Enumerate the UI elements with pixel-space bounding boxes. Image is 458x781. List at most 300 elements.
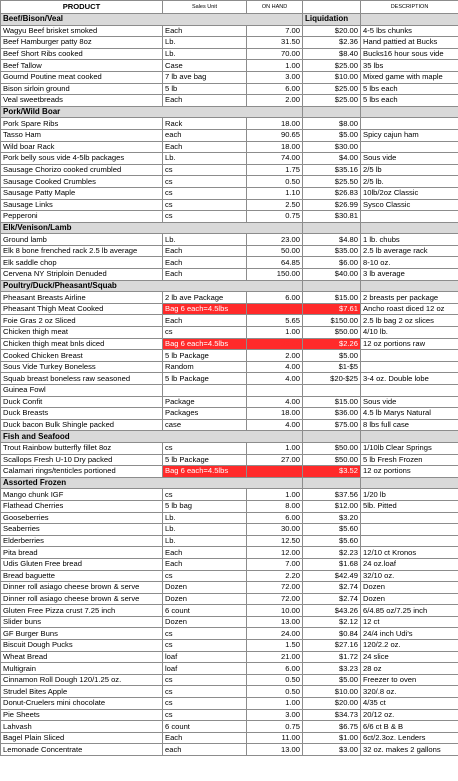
- sales-unit-cell: 5 lb Package: [163, 373, 247, 385]
- section-header-row: [1, 222, 458, 234]
- liquidation-price-cell: $3.23: [303, 663, 361, 675]
- liquidation-price-cell: $5.60: [303, 535, 361, 547]
- table-row: [1, 547, 458, 559]
- product-cell: Mango chunk IGF: [1, 489, 163, 501]
- on-hand-cell: 24.00: [247, 628, 303, 640]
- description-cell: 2.5 lb average rack: [361, 245, 458, 257]
- sales-unit-cell: cs: [163, 442, 247, 454]
- liquidation-price-cell: $5.00: [303, 674, 361, 686]
- on-hand-cell: 10.00: [247, 605, 303, 617]
- liquidation-price-cell: $1.00: [303, 732, 361, 744]
- table-row: [1, 605, 458, 617]
- product-cell: Elk 8 bone frenched rack 2.5 lb average: [1, 245, 163, 257]
- sales-unit-cell: Random: [163, 361, 247, 373]
- on-hand-cell: 2.20: [247, 570, 303, 582]
- sales-unit-cell: cs: [163, 640, 247, 652]
- on-hand-cell: 1.10: [247, 187, 303, 199]
- product-cell: Cervena NY Striploin Denuded: [1, 269, 163, 281]
- on-hand-cell: 30.00: [247, 524, 303, 536]
- table-row: [1, 37, 458, 49]
- on-hand-cell: 1.00: [247, 698, 303, 710]
- on-hand-cell: 4.00: [247, 373, 303, 385]
- description-cell: [361, 385, 458, 397]
- on-hand-cell: 5.65: [247, 315, 303, 327]
- liquidation-price-cell: $8.40: [303, 48, 361, 60]
- table-row: [1, 500, 458, 512]
- section-blank-cell: [361, 431, 458, 443]
- on-hand-cell: 1.00: [247, 442, 303, 454]
- table-row: [1, 651, 458, 663]
- on-hand-cell: 12.00: [247, 547, 303, 559]
- liquidation-price-cell: $5.00: [303, 129, 361, 141]
- sales-unit-cell: 6 count: [163, 605, 247, 617]
- description-cell: Hand pattied at Bucks: [361, 37, 458, 49]
- on-hand-cell: 101.00: [247, 466, 303, 478]
- product-cell: Cooked Chicken Breast: [1, 350, 163, 362]
- table-row: [1, 721, 458, 733]
- description-cell: Mixed game with maple: [361, 71, 458, 83]
- liquidation-price-cell: $34.73: [303, 709, 361, 721]
- section-title: Beef/Bison/Veal: [1, 14, 303, 26]
- description-cell: Sysco Classic: [361, 199, 458, 211]
- table-row: [1, 60, 458, 72]
- description-cell: 3 lb average: [361, 269, 458, 281]
- liquidation-price-cell: $12.00: [303, 500, 361, 512]
- on-hand-cell: 7.00: [247, 25, 303, 37]
- sales-unit-cell: Rack: [163, 118, 247, 130]
- description-cell: Sous vide: [361, 396, 458, 408]
- sales-unit-cell: cs: [163, 176, 247, 188]
- on-hand-cell: [247, 385, 303, 397]
- section-title: Pork/Wild Boar: [1, 106, 303, 118]
- liquidation-price-cell: $30.00: [303, 141, 361, 153]
- product-cell: Donut-Cruelers mini chocolate: [1, 698, 163, 710]
- on-hand-cell: 0.50: [247, 176, 303, 188]
- product-cell: Beef Hamburger patty 8oz: [1, 37, 163, 49]
- on-hand-cell: 0.75: [247, 721, 303, 733]
- table-row: [1, 118, 458, 130]
- sales-unit-cell: Lb.: [163, 512, 247, 524]
- liquidation-price-cell: $3.52: [303, 466, 361, 478]
- sales-unit-cell: Case: [163, 60, 247, 72]
- liquidation-price-cell: $150.00: [303, 315, 361, 327]
- header-liquidation: [303, 1, 361, 14]
- on-hand-cell: 27.00: [247, 454, 303, 466]
- sales-unit-cell: cs: [163, 709, 247, 721]
- table-row: [1, 141, 458, 153]
- liquidation-price-cell: $8.00: [303, 118, 361, 130]
- sales-unit-cell: loaf: [163, 663, 247, 675]
- sales-unit-cell: 5 lb Package: [163, 454, 247, 466]
- table-row: [1, 327, 458, 339]
- description-cell: 3-4 oz. Double lobe: [361, 373, 458, 385]
- product-cell: Elderberries: [1, 535, 163, 547]
- liquidation-price-cell: $35.16: [303, 164, 361, 176]
- sales-unit-cell: Package: [163, 396, 247, 408]
- on-hand-cell: 23.00: [247, 234, 303, 246]
- description-cell: 10lb/2oz Classic: [361, 187, 458, 199]
- on-hand-cell: 6.00: [247, 83, 303, 95]
- sales-unit-cell: 2 lb ave Package: [163, 292, 247, 304]
- description-cell: 320/.8 oz.: [361, 686, 458, 698]
- sales-unit-cell: Lb.: [163, 535, 247, 547]
- product-cell: Sous Vide Turkey Boneless: [1, 361, 163, 373]
- liquidation-price-cell: $3.00: [303, 744, 361, 756]
- table-row: [1, 396, 458, 408]
- description-cell: 6ct/2.3oz. Lenders: [361, 732, 458, 744]
- product-cell: Calamari rings/tenticles portioned: [1, 466, 163, 478]
- product-cell: Duck bacon Bulk Shingle packed: [1, 419, 163, 431]
- table-row: [1, 153, 458, 165]
- on-hand-cell: 12.50: [247, 535, 303, 547]
- section-title: Poultry/Duck/Pheasant/Squab: [1, 280, 303, 292]
- liquidation-price-cell: $37.56: [303, 489, 361, 501]
- sales-unit-cell: Lb.: [163, 37, 247, 49]
- description-cell: 2.5 lb bag 2 oz slices: [361, 315, 458, 327]
- table-row: [1, 176, 458, 188]
- section-blank-cell: [361, 106, 458, 118]
- product-cell: Duck Breasts: [1, 408, 163, 420]
- on-hand-cell: 72.00: [247, 593, 303, 605]
- description-cell: 2 breasts per package: [361, 292, 458, 304]
- sales-unit-cell: cs: [163, 187, 247, 199]
- table-row: [1, 361, 458, 373]
- on-hand-cell: 74.00: [247, 153, 303, 165]
- table-row: [1, 709, 458, 721]
- product-cell: Gooseberries: [1, 512, 163, 524]
- liquidation-price-cell: $50.00: [303, 442, 361, 454]
- product-cell: Gournd Poutine meat cooked: [1, 71, 163, 83]
- section-header-row: [1, 14, 458, 26]
- table-row: [1, 686, 458, 698]
- product-cell: Pie Sheets: [1, 709, 163, 721]
- description-cell: Bucks16 hour sous vide: [361, 48, 458, 60]
- description-cell: Ancho roast diced 12 oz: [361, 303, 458, 315]
- description-cell: Freezer to oven: [361, 674, 458, 686]
- table-row: [1, 558, 458, 570]
- description-cell: [361, 361, 458, 373]
- on-hand-cell: 3.00: [247, 709, 303, 721]
- sales-unit-cell: 6 count: [163, 721, 247, 733]
- product-cell: Pita bread: [1, 547, 163, 559]
- table-row: [1, 199, 458, 211]
- header-sales-unit: Sales Unit: [163, 1, 247, 14]
- sales-unit-cell: Each: [163, 141, 247, 153]
- sales-unit-cell: Dozen: [163, 616, 247, 628]
- product-cell: Slider buns: [1, 616, 163, 628]
- on-hand-cell: 1.50: [247, 640, 303, 652]
- section-liquidation-label: [303, 106, 361, 118]
- product-cell: Pepperoni: [1, 211, 163, 223]
- table-row: [1, 466, 458, 478]
- liquidation-price-cell: $5.00: [303, 350, 361, 362]
- on-hand-cell: 18.00: [247, 408, 303, 420]
- description-cell: 5lb. Pitted: [361, 500, 458, 512]
- header-row: [1, 1, 458, 14]
- section-title: Elk/Venison/Lamb: [1, 222, 303, 234]
- product-cell: Dinner roll asiago cheese brown & serve: [1, 593, 163, 605]
- on-hand-cell: 2.00: [247, 95, 303, 107]
- liquidation-price-cell: $43.26: [303, 605, 361, 617]
- product-cell: Sausage Cooked Crumbles: [1, 176, 163, 188]
- table-row: [1, 408, 458, 420]
- on-hand-cell: 21.00: [247, 651, 303, 663]
- on-hand-cell: 38.00: [247, 338, 303, 350]
- sales-unit-cell: Each: [163, 558, 247, 570]
- description-cell: 2/5 lb.: [361, 176, 458, 188]
- description-cell: 24 slice: [361, 651, 458, 663]
- product-cell: Lemonade Concentrate: [1, 744, 163, 756]
- description-cell: Sous vide: [361, 153, 458, 165]
- section-title: Assorted Frozen: [1, 477, 303, 489]
- liquidation-price-cell: $6.75: [303, 721, 361, 733]
- table-row: [1, 512, 458, 524]
- product-cell: Chicken thigh meat bnls diced: [1, 338, 163, 350]
- header-description: DESCRIPTION: [361, 1, 458, 14]
- description-cell: 4/10 lb.: [361, 327, 458, 339]
- sales-unit-cell: Packages: [163, 408, 247, 420]
- on-hand-cell: 6.00: [247, 663, 303, 675]
- table-row: [1, 350, 458, 362]
- product-cell: Strudel Bites Apple: [1, 686, 163, 698]
- product-cell: Duck Confit: [1, 396, 163, 408]
- sales-unit-cell: Lb.: [163, 234, 247, 246]
- sales-unit-cell: Lb.: [163, 524, 247, 536]
- section-blank-cell: [361, 280, 458, 292]
- on-hand-cell: 8.00: [247, 500, 303, 512]
- description-cell: Dozen: [361, 582, 458, 594]
- description-cell: 12 ct: [361, 616, 458, 628]
- liquidation-price-cell: $26.99: [303, 199, 361, 211]
- product-cell: Gluten Free Pizza crust 7.25 inch: [1, 605, 163, 617]
- product-cell: Ground lamb: [1, 234, 163, 246]
- table-row: [1, 663, 458, 675]
- table-row: [1, 211, 458, 223]
- on-hand-cell: 0.50: [247, 686, 303, 698]
- description-cell: Spicy cajun ham: [361, 129, 458, 141]
- table-row: [1, 616, 458, 628]
- product-cell: Bison sirloin ground: [1, 83, 163, 95]
- product-cell: Beef Short Ribs cooked: [1, 48, 163, 60]
- description-cell: [361, 350, 458, 362]
- liquidation-price-cell: $4.80: [303, 234, 361, 246]
- liquidation-price-cell: $25.50: [303, 176, 361, 188]
- liquidation-price-cell: $27.16: [303, 640, 361, 652]
- liquidation-price-cell: $20-$25: [303, 373, 361, 385]
- on-hand-cell: 13.00: [247, 744, 303, 756]
- product-cell: Wild boar Rack: [1, 141, 163, 153]
- liquidation-price-cell: $2.26: [303, 338, 361, 350]
- liquidation-price-cell: $2.23: [303, 547, 361, 559]
- sales-unit-cell: each: [163, 129, 247, 141]
- product-cell: Tasso Ham: [1, 129, 163, 141]
- table-row: [1, 524, 458, 536]
- table-row: [1, 628, 458, 640]
- liquidation-price-cell: $3.20: [303, 512, 361, 524]
- sales-unit-cell: cs: [163, 489, 247, 501]
- liquidation-price-cell: $0.84: [303, 628, 361, 640]
- product-cell: Trout Rainbow butterfly fillet 8oz: [1, 442, 163, 454]
- liquidation-price-cell: $2.74: [303, 593, 361, 605]
- description-cell: 1/10lb Clear Springs: [361, 442, 458, 454]
- product-cell: Cinnamon Roll Dough 120/1.25 oz.: [1, 674, 163, 686]
- product-cell: Biscuit Dough Pucks: [1, 640, 163, 652]
- product-cell: Sausage Patty Maple: [1, 187, 163, 199]
- sales-unit-cell: Each: [163, 732, 247, 744]
- table-row: [1, 373, 458, 385]
- sales-unit-cell: cs: [163, 674, 247, 686]
- table-row: [1, 674, 458, 686]
- product-cell: Sausage Chorizo cooked crumbled: [1, 164, 163, 176]
- liquidation-price-cell: $6.00: [303, 257, 361, 269]
- product-cell: GF Burger Buns: [1, 628, 163, 640]
- section-title: Fish and Seafood: [1, 431, 303, 443]
- sales-unit-cell: Each: [163, 245, 247, 257]
- product-cell: Pheasant Breasts Airline: [1, 292, 163, 304]
- description-cell: 12 oz portions raw: [361, 338, 458, 350]
- liquidation-price-cell: $20.00: [303, 25, 361, 37]
- description-cell: 28 oz: [361, 663, 458, 675]
- liquidation-price-cell: $40.00: [303, 269, 361, 281]
- liquidation-price-cell: $26.83: [303, 187, 361, 199]
- sales-unit-cell: 7 lb ave bag: [163, 71, 247, 83]
- sales-unit-cell: 5 lb: [163, 83, 247, 95]
- description-cell: 5 lbs each: [361, 95, 458, 107]
- description-cell: 6/6 ct B & B: [361, 721, 458, 733]
- on-hand-cell: 0.75: [247, 211, 303, 223]
- sales-unit-cell: Bag 6 each=4.5lbs: [163, 466, 247, 478]
- description-cell: 35 lbs: [361, 60, 458, 72]
- description-cell: [361, 211, 458, 223]
- description-cell: [361, 141, 458, 153]
- on-hand-cell: 72.00: [247, 582, 303, 594]
- sales-unit-cell: Each: [163, 315, 247, 327]
- section-liquidation-label: Liquidation: [303, 14, 361, 26]
- sales-unit-cell: Lb.: [163, 153, 247, 165]
- on-hand-cell: 6.00: [247, 512, 303, 524]
- header-on-hand: ON HAND: [247, 1, 303, 14]
- sales-unit-cell: cs: [163, 164, 247, 176]
- sales-unit-cell: 5 lb Package: [163, 350, 247, 362]
- product-cell: Flathead Cherries: [1, 500, 163, 512]
- liquidation-price-cell: $2.36: [303, 37, 361, 49]
- section-blank-cell: [361, 222, 458, 234]
- sales-unit-cell: 5 lb bag: [163, 500, 247, 512]
- table-row: [1, 315, 458, 327]
- table-row: [1, 442, 458, 454]
- sales-unit-cell: Dozen: [163, 582, 247, 594]
- sales-unit-cell: each: [163, 744, 247, 756]
- product-cell: Bagel Plain Sliced: [1, 732, 163, 744]
- on-hand-cell: 1.00: [247, 489, 303, 501]
- sales-unit-cell: cs: [163, 686, 247, 698]
- liquidation-price-cell: $2.74: [303, 582, 361, 594]
- description-cell: 1/20 lb: [361, 489, 458, 501]
- sales-unit-cell: Dozen: [163, 593, 247, 605]
- liquidation-price-cell: $15.00: [303, 396, 361, 408]
- table-row: [1, 419, 458, 431]
- table-row: [1, 71, 458, 83]
- product-cell: Chicken thigh meat: [1, 327, 163, 339]
- description-cell: 20/12 oz.: [361, 709, 458, 721]
- description-cell: 6/4.85 oz/7.25 inch: [361, 605, 458, 617]
- description-cell: [361, 512, 458, 524]
- liquidation-price-cell: $1-$5: [303, 361, 361, 373]
- table-row: [1, 48, 458, 60]
- liquidation-price-cell: $25.00: [303, 83, 361, 95]
- on-hand-cell: 6.00: [247, 292, 303, 304]
- on-hand-cell: 4.00: [247, 396, 303, 408]
- liquidation-price-cell: $42.49: [303, 570, 361, 582]
- liquidation-price-cell: $10.00: [303, 686, 361, 698]
- description-cell: Dozen: [361, 593, 458, 605]
- sales-unit-cell: Each: [163, 95, 247, 107]
- liquidation-price-cell: $50.00: [303, 327, 361, 339]
- sales-unit-cell: Each: [163, 25, 247, 37]
- sales-unit-cell: Bag 6 each=4.5lbs: [163, 303, 247, 315]
- product-cell: Pheasant Thigh Meat Cooked: [1, 303, 163, 315]
- table-row: [1, 187, 458, 199]
- product-cell: Dinner roll asiago cheese brown & serve: [1, 582, 163, 594]
- table-row: [1, 129, 458, 141]
- on-hand-cell: 7.00: [247, 558, 303, 570]
- on-hand-cell: 4.00: [247, 419, 303, 431]
- section-blank-cell: [361, 477, 458, 489]
- sales-unit-cell: cs: [163, 211, 247, 223]
- table-row: [1, 164, 458, 176]
- section-header-row: [1, 431, 458, 443]
- description-cell: 2/5 lb: [361, 164, 458, 176]
- sales-unit-cell: cs: [163, 628, 247, 640]
- section-blank-cell: [361, 14, 458, 26]
- table-row: [1, 292, 458, 304]
- on-hand-cell: 64.85: [247, 257, 303, 269]
- table-row: [1, 640, 458, 652]
- table-row: [1, 269, 458, 281]
- product-cell: Wheat Bread: [1, 651, 163, 663]
- table-row: [1, 303, 458, 315]
- section-header-row: [1, 477, 458, 489]
- table-row: [1, 744, 458, 756]
- description-cell: 4/35 ct: [361, 698, 458, 710]
- on-hand-cell: 3.00: [247, 71, 303, 83]
- description-cell: 4-5 lbs chunks: [361, 25, 458, 37]
- liquidation-price-cell: $75.00: [303, 419, 361, 431]
- on-hand-cell: 1.00: [247, 60, 303, 72]
- section-header-row: [1, 106, 458, 118]
- on-hand-cell: 90.65: [247, 129, 303, 141]
- product-cell: Veal sweetbreads: [1, 95, 163, 107]
- liquidation-price-cell: $7.61: [303, 303, 361, 315]
- description-cell: 5 lbs each: [361, 83, 458, 95]
- sales-unit-cell: Each: [163, 269, 247, 281]
- product-cell: Bread baguette: [1, 570, 163, 582]
- liquidation-price-cell: $1.72: [303, 651, 361, 663]
- table-row: [1, 234, 458, 246]
- sales-unit-cell: cs: [163, 327, 247, 339]
- liquidation-price-cell: $4.00: [303, 153, 361, 165]
- product-cell: Scallops Fresh U-10 Dry packed: [1, 454, 163, 466]
- description-cell: 1 lb. chubs: [361, 234, 458, 246]
- table-row: [1, 245, 458, 257]
- sales-unit-cell: Bag 6 each=4.5lbs: [163, 338, 247, 350]
- product-cell: Multigrain: [1, 663, 163, 675]
- sales-unit-cell: Each: [163, 257, 247, 269]
- section-liquidation-label: [303, 431, 361, 443]
- sales-unit-cell: cs: [163, 199, 247, 211]
- description-cell: 24/4 inch Udi's: [361, 628, 458, 640]
- description-cell: [361, 524, 458, 536]
